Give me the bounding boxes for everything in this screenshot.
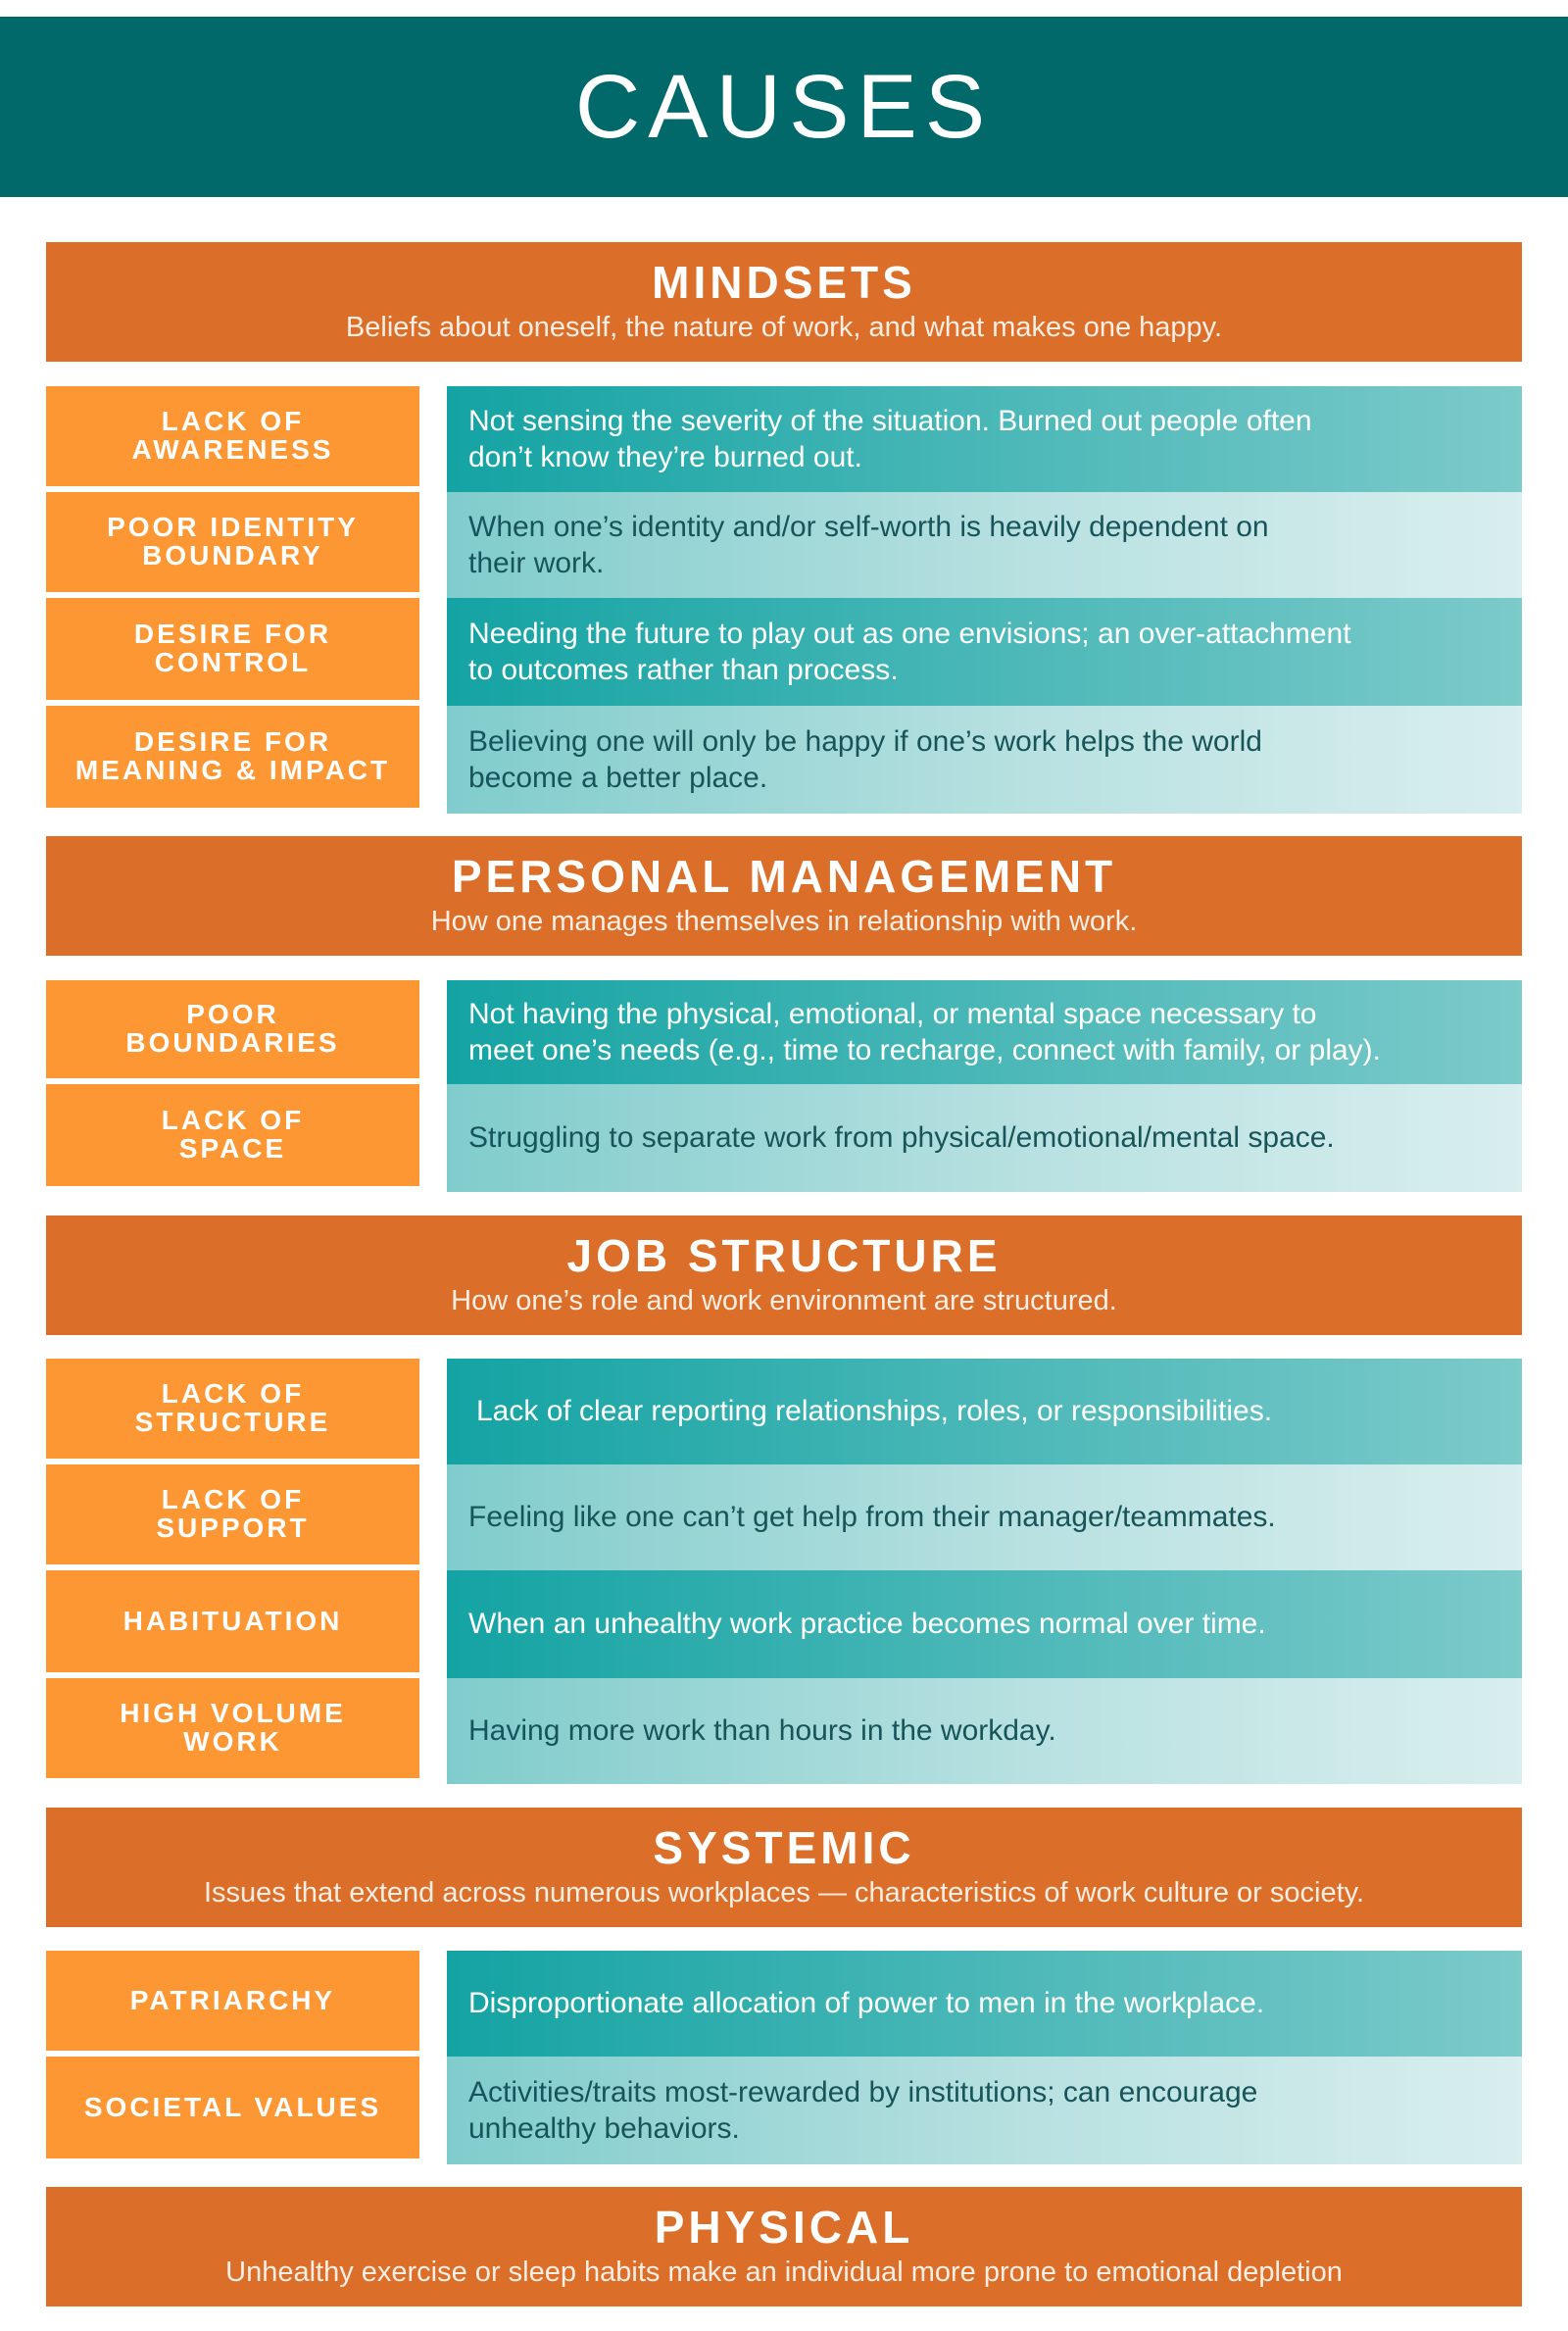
section-title: MINDSETS: [652, 256, 916, 308]
main-header: [0, 17, 1568, 197]
section-subtitle: Issues that extend across numerous workplaces — characteristics of work culture or society.: [203, 1877, 1365, 1909]
section-header-mindsets: [46, 242, 1522, 362]
cause-description: Needing the future to play out as one envisions; an over-attachment to outcomes rather than process.: [447, 598, 1522, 706]
cause-label: LACK OF SPACE: [46, 1084, 419, 1186]
cause-description: Not having the physical, emotional, or mental space necessary to meet one’s needs (e.g., time to recharge, connect with family, or play).: [447, 980, 1522, 1084]
cause-description: Believing one will only be happy if one’s work helps the world become a better place.: [447, 706, 1522, 814]
section-header-physical: [46, 2187, 1522, 2306]
section-subtitle: Beliefs about oneself, the nature of work, and what makes one happy.: [345, 312, 1223, 344]
cause-label: LACK OF SUPPORT: [46, 1464, 419, 1564]
cause-row: [46, 2057, 1522, 2164]
cause-description: Struggling to separate work from physical/emotional/mental space.: [447, 1084, 1522, 1192]
cause-description: Lack of clear reporting relationships, roles, or responsibilities.: [447, 1359, 1522, 1464]
cause-row: [46, 706, 1522, 814]
cause-description: Activities/traits most-rewarded by institutions; can encourage unhealthy behaviors.: [447, 2057, 1522, 2164]
cause-description: When one’s identity and/or self-worth is heavily dependent on their work.: [447, 492, 1522, 598]
section-header-personal-management: [46, 836, 1522, 956]
cause-label: LACK OF AWARENESS: [46, 386, 419, 486]
cause-label: LACK OF STRUCTURE: [46, 1359, 419, 1459]
cause-label: PATRIARCHY: [46, 1951, 419, 2051]
cause-row: [46, 1464, 1522, 1570]
cause-label: HIGH VOLUME WORK: [46, 1678, 419, 1778]
section-title: PERSONAL MANAGEMENT: [451, 850, 1117, 902]
section-header-systemic: [46, 1808, 1522, 1927]
cause-row: [46, 598, 1522, 706]
cause-description: Not sensing the severity of the situation. Burned out people often don’t know they’re burned out.: [447, 386, 1522, 492]
section-subtitle: Unhealthy exercise or sleep habits make an individual more prone to emotional depletion: [225, 2257, 1343, 2289]
section-subtitle: How one manages themselves in relationship with work.: [430, 906, 1138, 938]
cause-label: POOR IDENTITY BOUNDARY: [46, 492, 419, 592]
cause-row: [46, 1951, 1522, 2057]
cause-description: Disproportionate allocation of power to men in the workplace.: [447, 1951, 1522, 2057]
cause-label: HABITUATION: [46, 1570, 419, 1672]
cause-row: [46, 980, 1522, 1084]
cause-row: [46, 1359, 1522, 1464]
page-title: CAUSES: [574, 57, 994, 157]
cause-description: Having more work than hours in the workday.: [447, 1678, 1522, 1784]
cause-row: [46, 1084, 1522, 1192]
section-subtitle: How one’s role and work environment are structured.: [451, 1285, 1117, 1317]
cause-label: SOCIETAL VALUES: [46, 2057, 419, 2158]
cause-label: POOR BOUNDARIES: [46, 980, 419, 1078]
section-header-job-structure: [46, 1215, 1522, 1335]
cause-description: When an unhealthy work practice becomes normal over time.: [447, 1570, 1522, 1678]
cause-description: Feeling like one can’t get help from their manager/teammates.: [447, 1464, 1522, 1570]
cause-row: [46, 1678, 1522, 1784]
section-title: PHYSICAL: [654, 2201, 914, 2253]
cause-row: [46, 1570, 1522, 1678]
cause-label: DESIRE FOR CONTROL: [46, 598, 419, 700]
cause-row: [46, 492, 1522, 598]
cause-label: DESIRE FOR MEANING & IMPACT: [46, 706, 419, 808]
section-title: SYSTEMIC: [653, 1821, 915, 1873]
cause-row: [46, 386, 1522, 492]
section-title: JOB STRUCTURE: [566, 1229, 1002, 1281]
